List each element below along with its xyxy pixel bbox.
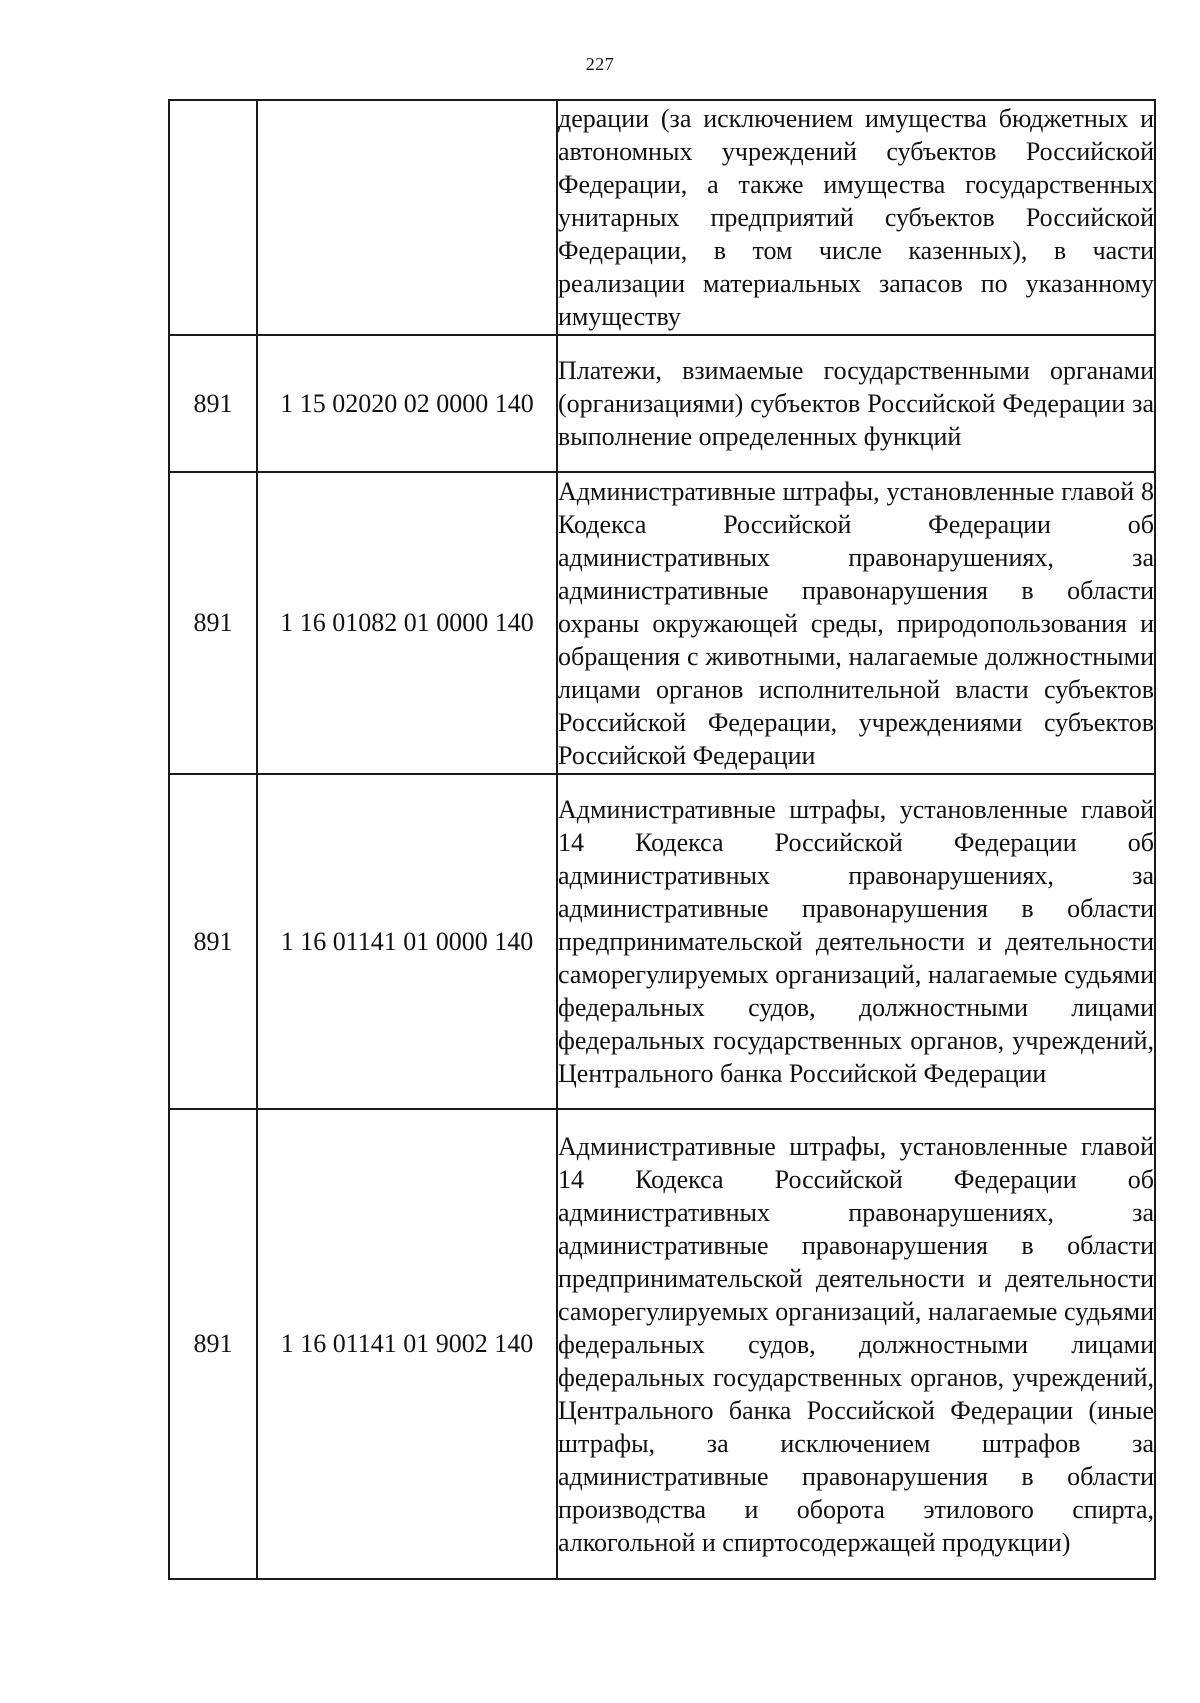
administrator-code-cell: 891 <box>169 472 257 774</box>
budget-classification-code-cell <box>257 100 557 335</box>
revenue-codes-table <box>168 99 1156 1580</box>
administrator-code-cell: 891 <box>169 335 257 472</box>
revenue-description-cell: Платежи, взимаемые государственными органами (организациями) субъектов Российской Федерации за выполнение определенных функций <box>557 335 1155 472</box>
revenue-description-cell: Административные штрафы, установленные главой 8 Кодекса Российской Федерации об административных правонарушениях, за административные правонарушения в области охраны окружающей среды, природопользования и обращения с животными, налагаемые должностными лицами органов исполнительной власти субъектов Российской Федерации, учреждениями субъектов Российской Федерации <box>557 472 1155 774</box>
page-number: 227 <box>585 54 615 74</box>
administrator-code-cell: 891 <box>169 774 257 1109</box>
revenue-description-cell: дерации (за исключением имущества бюджетных и автономных учреждений субъектов Российской Федерации, а также имущества государственных унитарных предприятий субъектов Российской Федерации, в том числе казенных), в части реализации материальных запасов по указанному имуществу <box>557 100 1155 335</box>
budget-classification-code-cell: 1 15 02020 02 0000 140 <box>257 335 557 472</box>
table-row <box>169 100 1155 335</box>
budget-classification-code-cell: 1 16 01082 01 0000 140 <box>257 472 557 774</box>
revenue-description-cell: Административные штрафы, установленные главой 14 Кодекса Российской Федерации об административных правонарушениях, за административные правонарушения в области предпринимательской деятельности и деятельности саморегулируемых организаций, налагаемые судьями федеральных судов, должностными лицами федеральных государственных органов, учреждений, Центрального банка Российской Федерации <box>557 774 1155 1109</box>
budget-classification-code-cell: 1 16 01141 01 0000 140 <box>257 774 557 1109</box>
revenue-description-cell: Административные штрафы, установленные главой 14 Кодекса Российской Федерации об административных правонарушениях, за административные правонарушения в области предпринимательской деятельности и деятельности саморегулируемых организаций, налагаемые судьями федеральных судов, должностными лицами федеральных государственных органов, учреждений, Центрального банка Российской Федерации (иные штрафы, за исключением штрафов за административные правонарушения в области производства и оборота этилового спирта, алкогольной и спиртосодержащей продукции) <box>557 1109 1155 1579</box>
table-row <box>169 1109 1155 1579</box>
administrator-code-cell: 891 <box>169 1109 257 1579</box>
table-row <box>169 335 1155 472</box>
table-row <box>169 774 1155 1109</box>
budget-classification-code-cell: 1 16 01141 01 9002 140 <box>257 1109 557 1579</box>
table-row <box>169 472 1155 774</box>
administrator-code-cell <box>169 100 257 335</box>
